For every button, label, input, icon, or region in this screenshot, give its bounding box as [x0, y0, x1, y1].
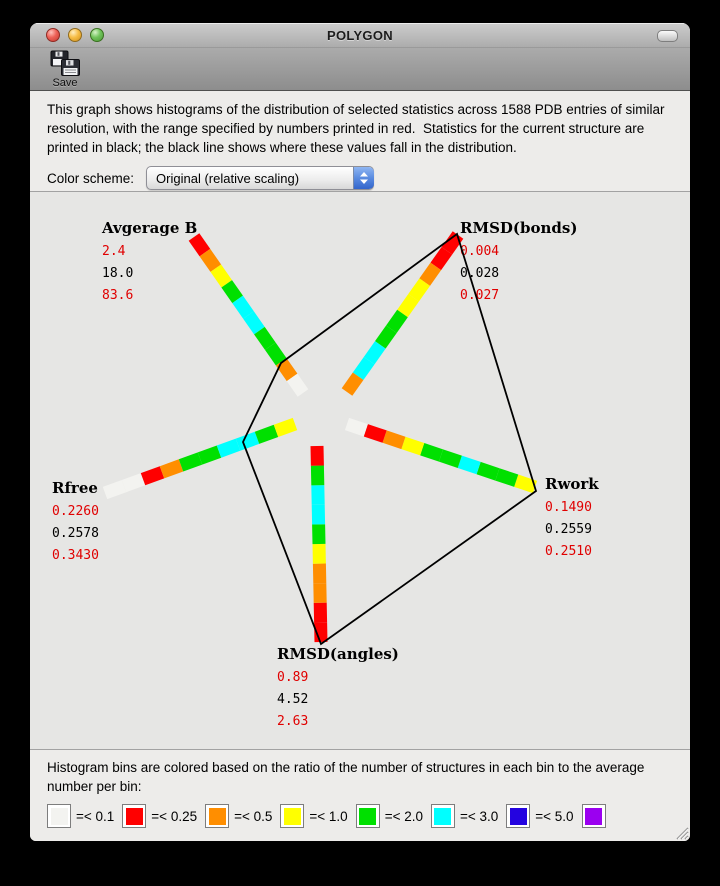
- histogram-bar-segment: [347, 376, 358, 392]
- histogram-bar-segment: [257, 431, 276, 438]
- legend-note: Histogram bins are colored based on the ratio of the number of structures in each bin to the average number per bin:: [47, 760, 645, 794]
- histogram-bar-segment: [425, 266, 436, 282]
- histogram-bar-segment: [259, 331, 270, 347]
- save-button-label: Save: [52, 77, 78, 89]
- histogram-bar-segment: [249, 315, 260, 331]
- legend-swatch: [506, 804, 530, 828]
- legend-label: =< 0.5: [234, 808, 273, 824]
- axis-range-max: 0.3430: [52, 548, 99, 563]
- histogram-bar-segment: [270, 346, 281, 362]
- histogram-bar-segment: [497, 474, 516, 480]
- histogram-bar-segment: [238, 299, 249, 315]
- legend-swatch: [356, 804, 380, 828]
- polygon-window: [30, 23, 690, 841]
- histogram-bar-segment: [436, 251, 447, 267]
- description-text: This graph shows histograms of the distribution of selected statistics across 1588 PDB entries of similar resolution, with the range specified by numbers printed in red. Statistics for the current structure are printed in black; the black line shows where these values fall in the distribution.: [47, 102, 669, 155]
- axis-range-max: 83.6: [102, 288, 134, 303]
- histogram-bar-segment: [369, 345, 380, 361]
- traffic-lights: [46, 23, 104, 47]
- histogram-bar-segment: [105, 486, 124, 493]
- save-button[interactable]: [45, 50, 85, 89]
- axis-range-max: 0.027: [460, 288, 500, 303]
- histogram-bar-segment: [479, 468, 498, 474]
- window-title: POLYGON: [327, 27, 393, 43]
- color-scheme-label: Color scheme:: [47, 170, 135, 186]
- color-scheme-select[interactable]: [146, 166, 374, 190]
- histogram-bar-segment: [347, 424, 366, 430]
- histogram-bar-segment: [219, 445, 238, 452]
- histogram-bar-segment: [403, 298, 414, 314]
- histogram-bar-segment: [358, 361, 369, 377]
- axis-range-min: 2.4: [102, 244, 126, 259]
- toolbar: [30, 48, 690, 91]
- histogram-bar-segment: [238, 438, 257, 445]
- histogram-bar-segment: [447, 235, 458, 251]
- description-panel: [30, 91, 690, 191]
- histogram-bar-segment: [200, 452, 219, 459]
- zoom-button[interactable]: [90, 28, 104, 42]
- legend-label: =< 5.0: [535, 808, 574, 824]
- axis-range-max: 2.63: [277, 714, 309, 729]
- histogram-bar-segment: [366, 430, 385, 436]
- histogram-bar-segment: [124, 479, 143, 486]
- histogram-bar-segment: [516, 481, 535, 487]
- color-scheme-selected-value: Original (relative scaling): [156, 170, 300, 186]
- axis-block-rmsd-bonds: [460, 219, 577, 307]
- legend-label: =< 2.0: [384, 808, 423, 824]
- axis-block-rfree: [52, 479, 99, 567]
- stepper-arrows-icon: [353, 167, 374, 189]
- histogram-bar-segment: [181, 459, 200, 466]
- histogram-bar-segment: [292, 377, 303, 393]
- axis-block-rwork: [545, 475, 599, 563]
- legend-label: =< 1.0: [309, 808, 348, 824]
- axis-current-value: 0.2578: [52, 526, 99, 541]
- axis-range-min: 0.89: [277, 670, 309, 685]
- axis-current-value: 0.028: [460, 266, 500, 281]
- legend-label: =< 3.0: [459, 808, 499, 824]
- axis-range-min: 0.2260: [52, 504, 99, 519]
- histogram-bar-segment: [276, 424, 295, 431]
- histogram-bar-segment: [385, 437, 404, 443]
- minimize-button[interactable]: [68, 28, 82, 42]
- resize-grip[interactable]: [674, 825, 689, 840]
- axis-range-min: 0.004: [460, 244, 500, 259]
- axis-current-value: 4.52: [277, 692, 309, 707]
- axis-block-avgerage-b: [102, 219, 197, 307]
- axis-block-rmsd-angles: [277, 645, 399, 733]
- legend-swatch: [47, 804, 71, 828]
- legend-swatch: [205, 804, 229, 828]
- histogram-bar-segment: [422, 449, 441, 455]
- axis-current-value: 0.2559: [545, 522, 592, 537]
- axis-current-value: 18.0: [102, 266, 134, 281]
- axis-label: RMSD(angles): [277, 645, 399, 663]
- save-floppy-icon: [50, 50, 80, 76]
- axis-label: RMSD(bonds): [460, 219, 578, 237]
- axis-range-max: 0.2510: [545, 544, 592, 559]
- axis-label: Rwork: [545, 475, 599, 493]
- histogram-bar-segment: [441, 456, 460, 462]
- legend-panel: [30, 749, 690, 841]
- histogram-bar-segment: [216, 268, 227, 284]
- axis-label: Avgerage B: [102, 219, 198, 237]
- legend-row: [47, 804, 673, 828]
- plot-panel: [30, 191, 690, 749]
- histogram-bar-segment: [460, 462, 479, 468]
- legend-swatch: [431, 804, 455, 828]
- histogram-bar-segment: [281, 362, 292, 378]
- close-button[interactable]: [46, 28, 60, 42]
- histogram-bar-segment: [414, 282, 425, 298]
- titlebar: [30, 23, 690, 48]
- legend-label: =< 0.25: [151, 808, 198, 824]
- histogram-bar-segment: [205, 253, 216, 269]
- color-scheme-row: [47, 166, 673, 190]
- histogram-bar-segment: [162, 465, 181, 472]
- legend-swatch: [280, 804, 304, 828]
- histogram-bar-segment: [227, 284, 238, 300]
- histogram-bar-segment: [391, 314, 402, 330]
- toolbar-toggle-button[interactable]: [657, 30, 678, 42]
- legend-swatch: [122, 804, 146, 828]
- histogram-bar-segment: [380, 329, 391, 345]
- histogram-bar-segment: [143, 472, 162, 479]
- axis-range-min: 0.1490: [545, 500, 592, 515]
- histogram-bar-segment: [403, 443, 422, 449]
- axis-label: Rfree: [52, 479, 98, 497]
- legend-swatch: [582, 804, 606, 828]
- legend-label: =< 0.1: [76, 808, 115, 824]
